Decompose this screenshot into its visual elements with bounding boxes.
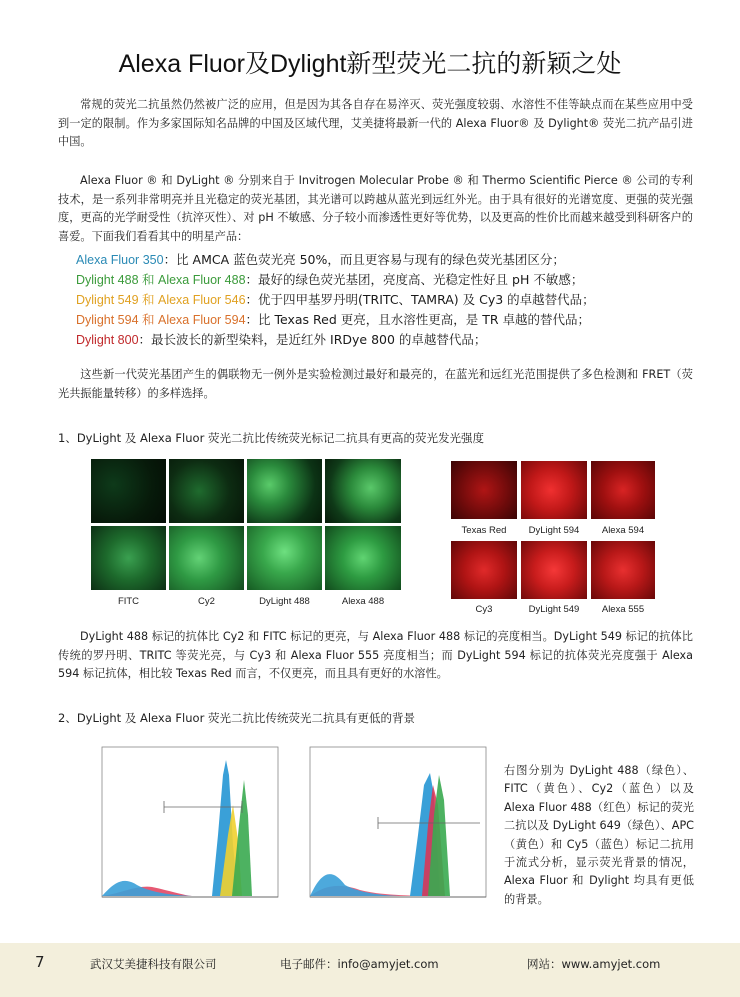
- feature-item: Dylight 549 和 Alexa Fluor 546：优于四甲基罗丹明(TRITC、TAMRA) 及 Cy3 的卓越替代品；: [76, 292, 595, 307]
- label-dylight549: DyLight 549: [528, 604, 580, 615]
- red-micrograph-panel: [450, 460, 660, 615]
- flow-histogram-649: [300, 745, 488, 915]
- feature-item: Dylight 800：最长波长的新型染料，是近红外 IRDye 800 的卓越替代品；: [76, 332, 487, 347]
- micrograph-dylight488-top: [246, 458, 323, 524]
- micrograph-fitc-top: [90, 458, 167, 524]
- green-micrograph-panel: [90, 458, 420, 610]
- micrograph-cy2-bottom: [168, 525, 245, 591]
- footer: [0, 943, 740, 997]
- micrograph-alexa594: [590, 460, 656, 520]
- label-cy3: Cy3: [475, 604, 493, 615]
- flow-description: 右图分别为 DyLight 488（绿色）、FITC（黄色）、Cy2（蓝色）以及 Alexa Fluor 488（红色）标记的荧光二抗以及 DyLight 649（绿色）、APC（黄色）和 Cy5（蓝色）标记二抗用于流式分析，显示荧光背景的情况，Alexa Fluor 和 Dylight 均具有更低的背景。: [504, 764, 694, 906]
- label-dylight488: DyLight 488: [259, 596, 310, 607]
- micrograph-fitc-bottom: [90, 525, 167, 591]
- feature-item: Alexa Fluor 350：比 AMCA 蓝色荧光亮 50%，而且更容易与现有的绿色荧光基团区分；: [76, 252, 565, 267]
- label-alexa594: Alexa 594: [601, 525, 645, 536]
- micrograph-dylight488-bottom: [246, 525, 323, 591]
- label-dylight594: DyLight 594: [528, 525, 580, 536]
- conjugates-paragraph: 这些新一代荧光基团产生的偶联物无一例外是实验检测过最好和最亮的，在蓝光和远红光范围提供了多色检测和 FRET（荧光共振能量转移）的多样选择。: [58, 368, 693, 400]
- label-alexa555: Alexa 555: [601, 604, 645, 615]
- section-heading-brightness: 1、DyLight 及 Alexa Fluor 荧光二抗比传统荧光标记二抗具有更高的荧光发光强度: [58, 431, 484, 445]
- website-link[interactable]: 网站：www.amyjet.com: [527, 957, 661, 971]
- micrograph-alexa555: [590, 540, 656, 600]
- label-fitc: FITC: [117, 596, 140, 607]
- micrograph-alexa488-bottom: [324, 525, 402, 591]
- micrograph-texasred: [450, 460, 518, 520]
- label-cy2: Cy2: [198, 596, 215, 607]
- label-texasred: Texas Red: [461, 525, 507, 536]
- comparison-paragraph: DyLight 488 标记的抗体比 Cy2 和 FITC 标记的更亮，与 Alexa Fluor 488 标记的亮度相当。DyLight 549 标记的抗体比传统的罗丹明、TRITC 等荧光亮，与 Cy3 和 Alexa Fluor 555 亮度相当；而 DyLight 594 标记的抗体荧光亮度强于 Alexa 594 标记抗体，相比较 Texas Red 而言，不仅更亮，而且具有更好的水溶性。: [58, 630, 693, 680]
- micrograph-cy2-top: [168, 458, 245, 524]
- star-products-list: [76, 250, 716, 350]
- feature-item: Dylight 594 和 Alexa Fluor 594：比 Texas Red 更亮，且水溶性更高，是 TR 卓越的替代品；: [76, 312, 591, 327]
- feature-item: Dylight 488 和 Alexa Fluor 488：最好的绿色荧光基团，亮度高、光稳定性好且 pH 不敏感；: [76, 272, 584, 287]
- flow-histogram-488: [92, 745, 280, 915]
- background-paragraph: Alexa Fluor ® 和 DyLight ® 分别来自于 Invitrogen Molecular Probe ® 和 Thermo Scientific Pierce ® 公司的专利技术，是一系列非常明亮并且光稳定的荧光基团，其光谱可以跨越从蓝光到远红外光。由于具有很好的光谱宽度、更强的荧光强度，更高的光学耐受性（抗淬灭性）、对 pH 不敏感、分子较小而渗透性更好等优势，以及更高的性价比而越来越受到科研客户的喜爱。下面我们看看其中的明星产品：: [58, 174, 693, 243]
- label-alexa488: Alexa 488: [341, 596, 385, 607]
- micrograph-alexa488-top: [324, 458, 402, 524]
- page-number: 7: [35, 953, 45, 971]
- company-name: 武汉艾美捷科技有限公司: [90, 957, 217, 971]
- page-title: Alexa Fluor及Dylight新型荧光二抗的新颖之处: [118, 50, 622, 78]
- section-heading-background: 2、DyLight 及 Alexa Fluor 荧光二抗比传统荧光二抗具有更低的背景: [58, 711, 415, 725]
- micrograph-dylight594: [520, 460, 588, 520]
- email-link[interactable]: 电子邮件：info@amyjet.com: [280, 957, 439, 971]
- micrograph-cy3: [450, 540, 518, 600]
- intro-paragraph: 常规的荧光二抗虽然仍然被广泛的应用，但是因为其各自存在易淬灭、荧光强度较弱、水溶性不佳等缺点而在某些应用中受到一定的限制。作为多家国际知名品牌的中国及区域代理，艾美捷将最新一代的 Alexa Fluor® 及 Dylight® 荧光二抗产品引进中国。: [58, 98, 693, 148]
- micrograph-dylight549: [520, 540, 588, 600]
